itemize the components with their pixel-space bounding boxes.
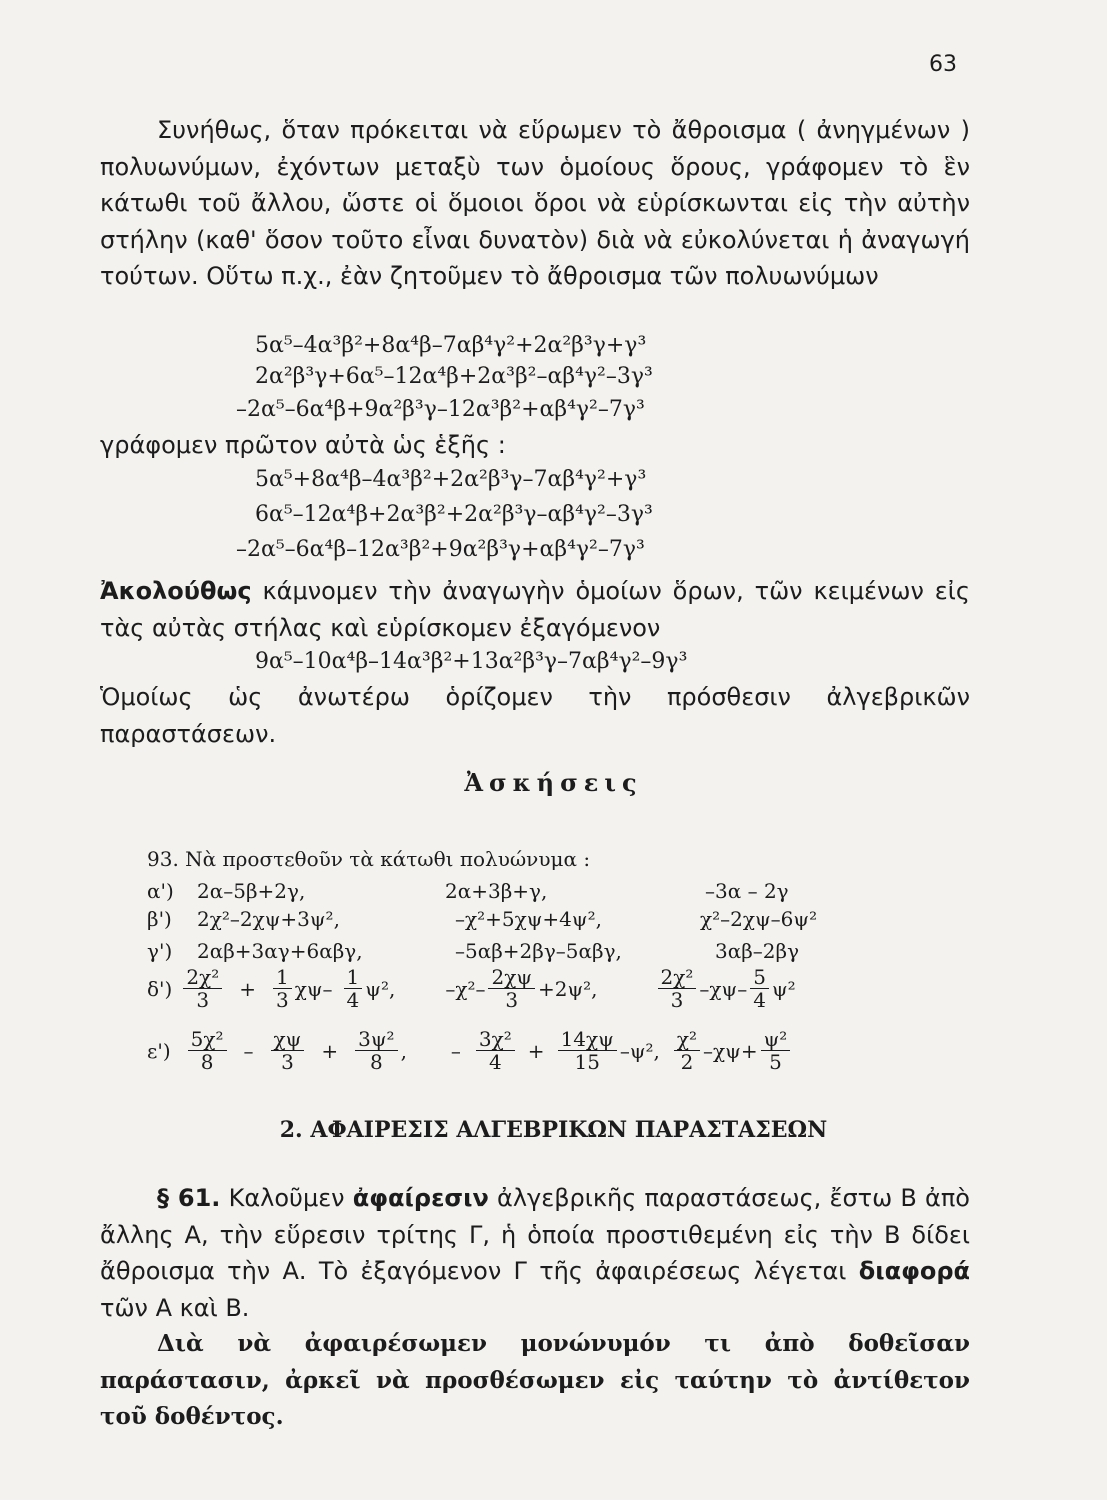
row-a-label: α') <box>147 879 174 903</box>
frac-denominator: 8 <box>200 1050 214 1074</box>
frac-denominator: 3 <box>196 988 210 1012</box>
frac-numerator: 5 <box>750 966 769 989</box>
frac-denominator: 3 <box>281 1050 294 1074</box>
frac-numerator: χψ <box>271 1028 305 1051</box>
poly-initial-3: –2α⁵–6α⁴β+9α²β³γ–12α³β²+αβ⁴γ²–7γ³ <box>236 397 645 422</box>
row-d-term: χψ– <box>294 976 333 1001</box>
row-e-frac-5 <box>558 1028 617 1073</box>
row-e-term: –χψ+ <box>703 1038 758 1063</box>
write-first-line: γράφομεν πρῶτον αὐτὰ ὡς ἑξῆς : <box>100 431 506 459</box>
row-c-col1: 2αβ+3αγ+6αβγ, <box>197 939 363 963</box>
frac-numerator: 1 <box>344 966 363 989</box>
row-a-col3: –3α – 2γ <box>705 879 789 903</box>
row-a-col1: 2α–5β+2γ, <box>197 879 306 903</box>
row-c-label: γ') <box>147 939 173 963</box>
row-b-col2: –χ²+5χψ+4ψ², <box>455 907 602 931</box>
frac-numerator: 2χ² <box>183 966 222 989</box>
poly-arranged-3: –2α⁵–6α⁴β–12α³β²+9α²β³γ+αβ⁴γ²–7γ³ <box>236 537 645 562</box>
frac-numerator: 14χψ <box>558 1028 617 1051</box>
section61-rest: ἀλγεβρικῆς παραστάσεως, ἔστω Β ἀπὸ ἄλλης Α, τὴν εὕρεσιν τρίτης Γ, ἡ ὁποία προστιθεμένη εἰς τὴν Β δίδει ἄθροισμα τὴν Α. Τὸ ἐξαγόμενον Γ τῆς ἀφαιρέσεως λέγεται <box>100 1184 970 1285</box>
similarly-paragraph: Ὁμοίως ὡς ἀνωτέρω ὁρίζομεν τὴν πρόσθεσιν ἀλγεβρικῶν παραστάσεων. <box>100 683 970 748</box>
consequently-lead: Ἀκολούθως <box>100 577 252 605</box>
row-e-op: – <box>450 1038 461 1063</box>
row-d-frac-1 <box>183 966 222 1011</box>
row-e-frac-6 <box>674 1028 700 1073</box>
frac-denominator: 8 <box>369 1050 383 1074</box>
row-e-term: –ψ², <box>619 1038 660 1063</box>
frac-denominator: 4 <box>346 988 360 1012</box>
frac-denominator: 3 <box>670 988 684 1012</box>
frac-numerator: 2χ² <box>658 966 697 989</box>
frac-denominator: 15 <box>574 1050 600 1074</box>
poly-initial-2: 2α²β³γ+6α⁵–12α⁴β+2α³β²–αβ⁴γ²–3γ³ <box>255 364 653 389</box>
row-d-term: –χψ– <box>699 976 748 1001</box>
intro-paragraph: Συνήθως, ὅταν πρόκειται νὰ εὕρωμεν τὸ ἄθροισμα ( ἀνηγμένων ) πολυωνύμων, ἐχόντων μεταξὺ των ὁμοίους ὅρους, γράφομεν τὸ ἓν κάτωθι τοῦ ἄλλου, ὥστε οἱ ὅμοιοι ὅροι νὰ εὑρίσκωνται εἰς τὴν αὐτὴν στήλην (καθ' ὅσον τοῦτο εἶναι δυνατὸν) διὰ νὰ εὐκολύνεται ἡ ἀναγωγή τούτων. Οὕτω π.χ., ἐὰν ζητοῦμεν τὸ ἄθροισμα τῶν πολυωνύμων <box>100 116 970 290</box>
row-c-col2: –5αβ+2βγ–5αβγ, <box>455 939 622 963</box>
frac-numerator: χ² <box>674 1028 700 1051</box>
row-b-col3: χ²–2χψ–6ψ² <box>700 907 818 931</box>
consequently-text: κάμνομεν τὴν ἀναγωγὴν ὁμοίων ὅρων, τῶν κειμένων εἰς τὰς αὐτὰς στήλας καὶ εὑρίσκομεν ἐξαγόμενον <box>100 577 970 642</box>
frac-denominator: 4 <box>753 988 766 1012</box>
section61-paragraph <box>100 1180 970 1326</box>
frac-numerator: 2χψ <box>488 966 535 989</box>
poly-arranged-1: 5α⁵+8α⁴β–4α³β²+2α²β³γ–7αβ⁴γ²+γ³ <box>255 467 647 492</box>
row-d-term: ψ², <box>365 976 396 1001</box>
row-d-frac-6 <box>750 966 769 1011</box>
row-c-col3: 3αβ–2βγ <box>715 939 800 963</box>
consequently-paragraph <box>100 573 970 646</box>
exercises-title: Ἀσκήσεις <box>464 768 643 797</box>
exercise-93-prompt: 93. Νὰ προστεθοῦν τὰ κάτωθι πολυώνυμα : <box>147 847 591 871</box>
row-d-frac-3 <box>344 966 363 1011</box>
row-d-term: ψ² <box>771 976 796 1001</box>
poly-initial-1: 5α⁵–4α³β²+8α⁴β–7αβ⁴γ²+2α²β³γ+γ³ <box>255 333 647 358</box>
frac-denominator: 5 <box>769 1050 782 1074</box>
subtraction-rule: Διὰ νὰ ἀφαιρέσωμεν μονώνυμόν τι ἀπὸ δοθεῖσαν παράστασιν, ἀρκεῖ νὰ προσθέσωμεν εἰς ταύτην τὸ ἀντίθετον τοῦ δοθέντος. <box>100 1330 970 1430</box>
frac-denominator: 3 <box>505 988 519 1012</box>
row-e-op: + <box>527 1038 545 1063</box>
section61-text: Καλοῦμεν <box>228 1184 345 1212</box>
row-e-frac-2 <box>271 1028 305 1073</box>
section61-number: § 61. <box>157 1184 221 1212</box>
frac-numerator: 5χ² <box>188 1028 227 1051</box>
row-e <box>147 1028 793 1073</box>
frac-numerator: 3ψ² <box>355 1028 397 1051</box>
page-number: 63 <box>929 52 957 77</box>
section61-term2: διαφορά <box>858 1257 970 1285</box>
frac-numerator: ψ² <box>761 1028 791 1051</box>
section61-term: ἀφαίρεσιν <box>352 1184 489 1212</box>
row-e-op: – <box>243 1038 254 1063</box>
frac-numerator: 1 <box>273 966 292 989</box>
row-a-col2: 2α+3β+γ, <box>445 879 548 903</box>
frac-denominator: 3 <box>275 988 289 1012</box>
row-d-term: –χ²– <box>445 976 486 1001</box>
frac-denominator: 2 <box>680 1050 694 1074</box>
section61-end: τῶν Α καὶ Β. <box>100 1293 250 1322</box>
frac-numerator: 3χ² <box>476 1028 515 1051</box>
row-e-frac-3 <box>355 1028 397 1073</box>
row-d-frac-4 <box>488 966 535 1011</box>
row-d-frac-5 <box>658 966 697 1011</box>
row-d <box>147 966 796 1011</box>
row-e-label: ε') <box>147 1038 171 1063</box>
row-e-frac-4 <box>476 1028 515 1073</box>
frac-denominator: 4 <box>488 1050 502 1074</box>
row-e-op: + <box>321 1038 339 1063</box>
row-d-op: + <box>239 976 256 1001</box>
result-poly: 9α⁵–10α⁴β–14α³β²+13α²β³γ–7αβ⁴γ²–9γ³ <box>255 649 688 674</box>
row-e-frac-7 <box>761 1028 791 1073</box>
row-d-label: δ') <box>147 976 173 1001</box>
row-e-term: , <box>400 1038 407 1063</box>
row-e-frac-1 <box>188 1028 227 1073</box>
row-b-col1: 2χ²–2χψ+3ψ², <box>197 907 340 931</box>
row-b-label: β') <box>147 907 172 931</box>
row-d-frac-2 <box>273 966 292 1011</box>
section-heading: 2. ΑΦΑΙΡΕΣΙΣ ΑΛΓΕΒΡΙΚΩΝ ΠΑΡΑΣΤΑΣΕΩΝ <box>279 1117 828 1143</box>
poly-arranged-2: 6α⁵–12α⁴β+2α³β²+2α²β³γ–αβ⁴γ²–3γ³ <box>255 502 653 527</box>
row-d-term: +2ψ², <box>538 976 598 1001</box>
